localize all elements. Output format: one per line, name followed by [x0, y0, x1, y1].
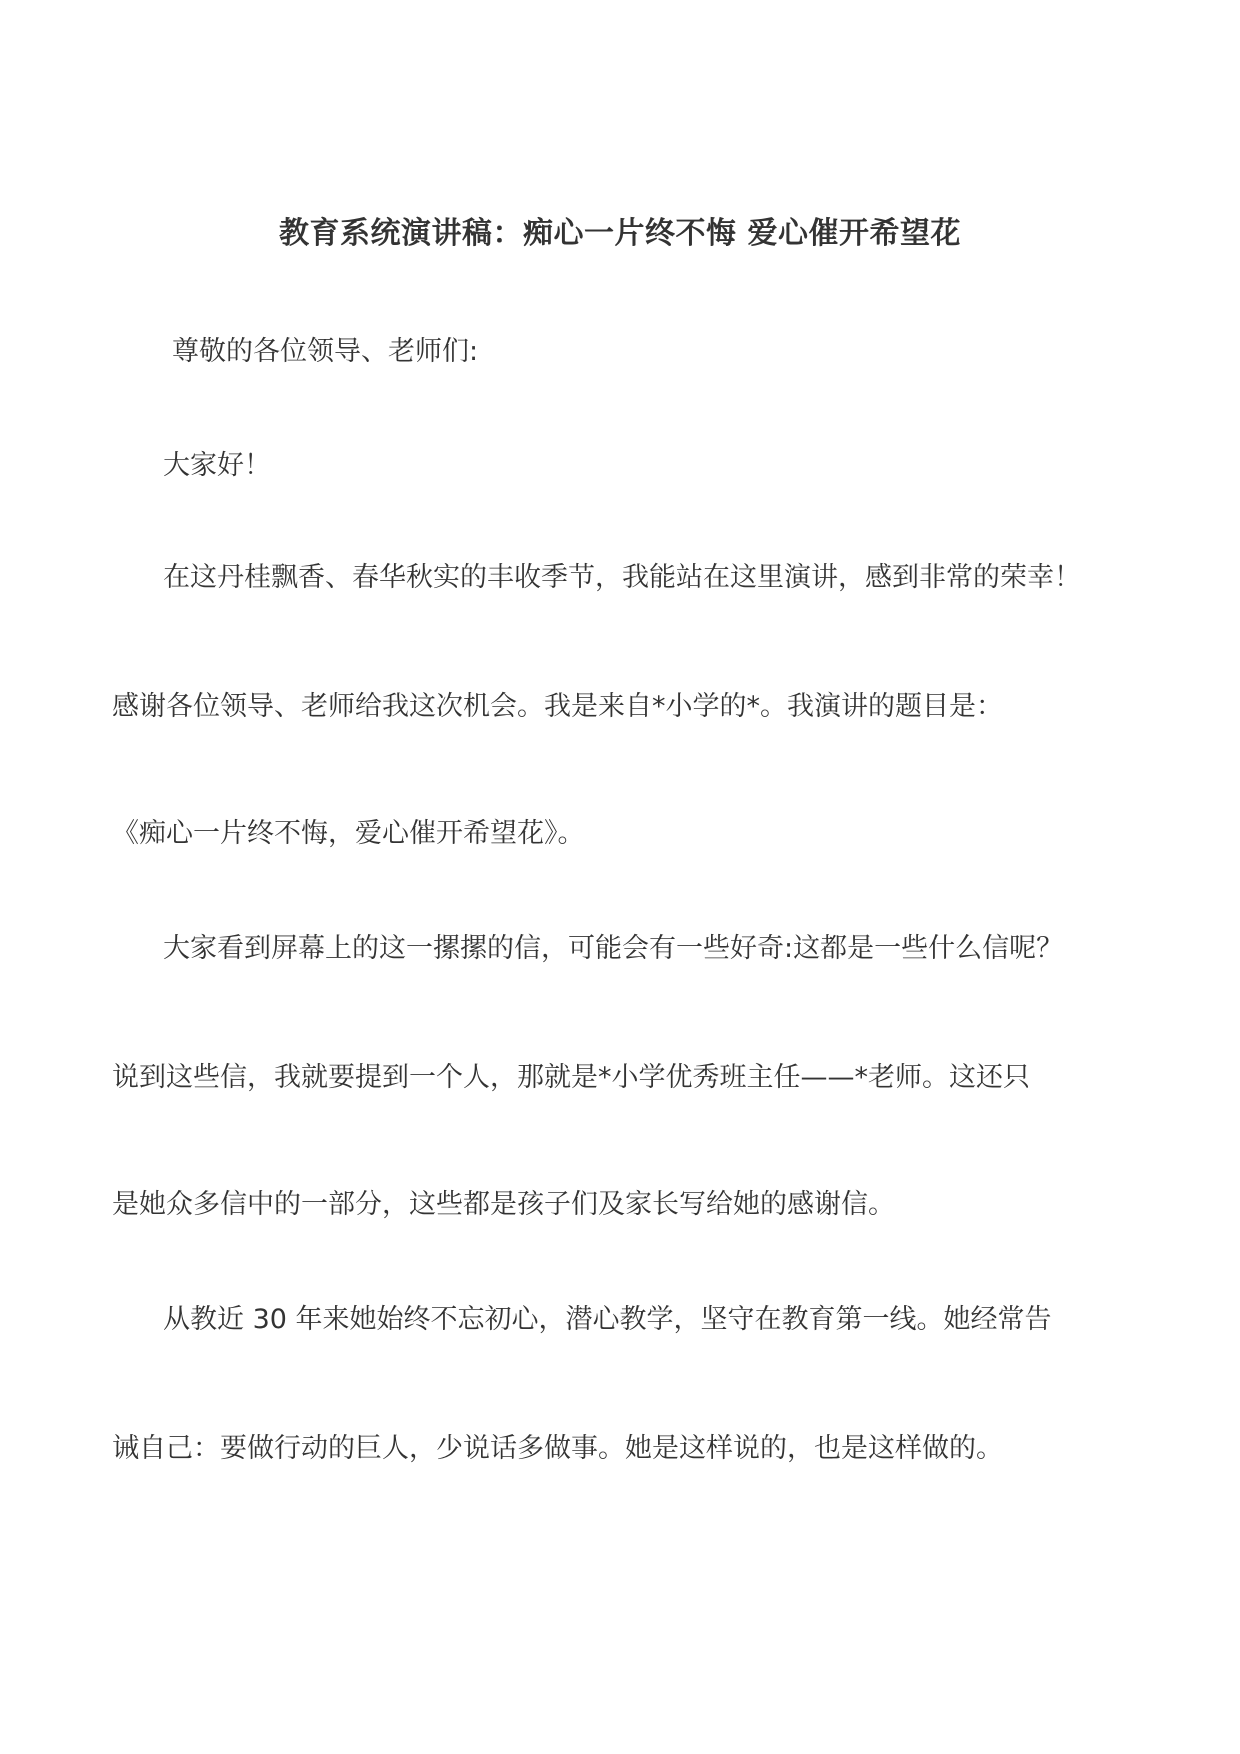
paragraph-line: 说到这些信，我就要提到一个人，那就是*小学优秀班主任——*老师。这还只: [112, 1062, 1030, 1093]
paragraph-line: 大家看到屏幕上的这一摞摞的信，可能会有一些好奇:这都是一些什么信呢？: [163, 933, 1064, 964]
paragraph-line: 是她众多信中的一部分，这些都是孩子们及家长写给她的感谢信。: [112, 1189, 895, 1220]
paragraph-line: 诫自己：要做行动的巨人，少说话多做事。她是这样说的，也是这样做的。: [112, 1433, 1003, 1464]
paragraph-line: 《痴心一片终不悔，爱心催开希望花》。: [112, 818, 585, 849]
paragraph-line: 从教近 30 年来她始终不忘初心，潜心教学，坚守在教育第一线。她经常告: [163, 1304, 1052, 1335]
greeting: 大家好！: [163, 450, 271, 481]
paragraph-line: 感谢各位领导、老师给我这次机会。我是来自*小学的*。我演讲的题目是：: [112, 691, 1003, 722]
salutation: 尊敬的各位领导、老师们:: [172, 336, 479, 367]
document-title: 教育系统演讲稿：痴心一片终不悔 爱心催开希望花: [279, 216, 961, 251]
paragraph-line: 在这丹桂飘香、春华秋实的丰收季节，我能站在这里演讲，感到非常的荣幸！: [163, 562, 1081, 593]
